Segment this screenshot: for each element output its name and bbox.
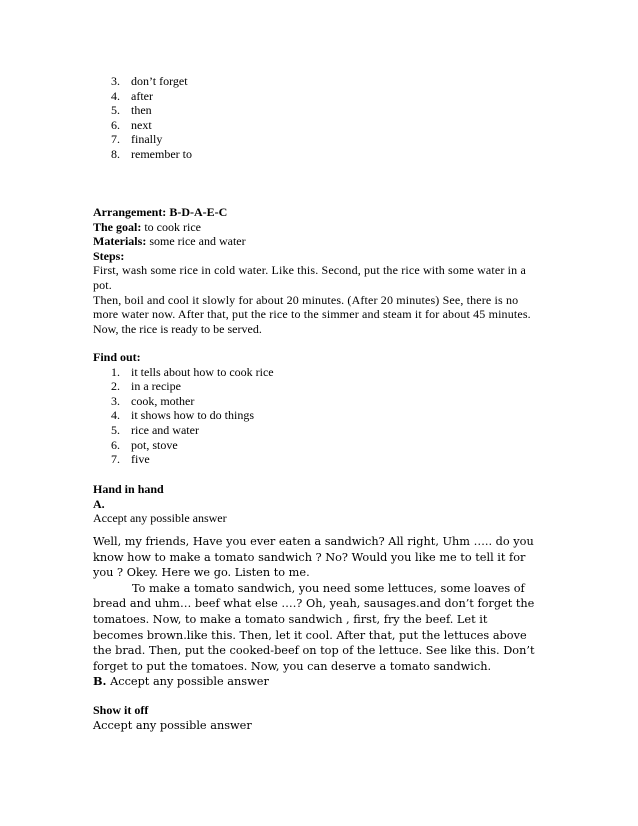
list-item: 7. five <box>111 452 150 467</box>
arrangement-value: B-D-A-E-C <box>169 205 228 219</box>
recipe-section <box>93 205 553 336</box>
hand-in-hand-heading: Hand in hand <box>93 482 164 496</box>
steps-paragraph-2: Then, boil and cool it slowly for about 20 minutes. (After 20 minutes) See, there is no more water now. After that, put the rice to the simmer and steam it for about 45 minutes. <box>93 292 531 322</box>
connector-list <box>93 74 553 162</box>
materials-line <box>93 234 553 249</box>
sandwich-text <box>93 534 541 690</box>
list-item: 5. then <box>111 103 152 118</box>
steps-paragraph-3: Now, the rice is ready to be served. <box>93 321 262 336</box>
find-out-section <box>93 350 553 467</box>
steps-paragraph-1: First, wash some rice in cold water. Like this. Second, put the rice with some water in a pot. <box>93 263 526 292</box>
find-out-list <box>93 365 553 467</box>
list-item: 3. cook, mother <box>111 393 195 408</box>
goal-value: to cook rice <box>144 219 201 234</box>
list-item: 4. after <box>111 88 153 103</box>
sandwich-paragraph-1: Well, my friends, Have you ever eaten a sandwich? All right, Uhm ….. do you know how to make a tomato sandwich ? No? Would you like me to tell it for you ? Okey. Here we go. Listen to me. <box>93 535 534 580</box>
list-item: 2. in a recipe <box>111 379 181 394</box>
sandwich-paragraph-2: To make a tomato sandwich, you need some lettuces, some loaves of bread and uhm… beef what else ….? Oh, yeah, sausages.and don’t forget the tomatoes. Now, to make a tomato sandwich , first, fry the beef. Let it becomes brown.like this. Then, let it cool. After that, put the lettuces above the brad. Then, put the cooked-beef on top of the lettuce. See like this. Don’t forget to put the tomatoes. Now, you can deserve a tomato sandwich. <box>93 581 535 673</box>
list-item: 7. finally <box>111 132 163 147</box>
part-b-answer: Accept any possible answer <box>110 675 269 689</box>
list-item: 6. next <box>111 117 152 132</box>
part-a-answer: Accept any possible answer <box>93 511 227 526</box>
show-it-off-heading: Show it off <box>93 703 149 717</box>
part-a-label: A. <box>93 496 105 511</box>
goal-label: The goal: <box>93 219 142 234</box>
arrangement-line <box>93 205 553 220</box>
list-item: 3. don’t forget <box>111 74 188 88</box>
list-item: 8. remember to <box>111 146 192 161</box>
steps-label: Steps: <box>93 248 125 263</box>
part-b-line <box>93 674 541 690</box>
find-out-heading: Find out: <box>93 350 141 364</box>
list-item: 6. pot, stove <box>111 437 178 452</box>
show-it-off-section <box>93 703 553 733</box>
materials-value: some rice and water <box>149 234 246 249</box>
show-it-off-answer: Accept any possible answer <box>93 718 252 732</box>
hand-in-hand-section <box>93 482 553 526</box>
part-b-label: B. <box>93 674 107 689</box>
list-item: 4. it shows how to do things <box>111 408 255 423</box>
list-item: 1. it tells about how to cook rice <box>111 364 274 379</box>
arrangement-label: Arrangement: <box>93 205 167 219</box>
materials-label: Materials: <box>93 234 147 249</box>
list-item: 5. rice and water <box>111 422 199 437</box>
goal-line <box>93 220 553 235</box>
